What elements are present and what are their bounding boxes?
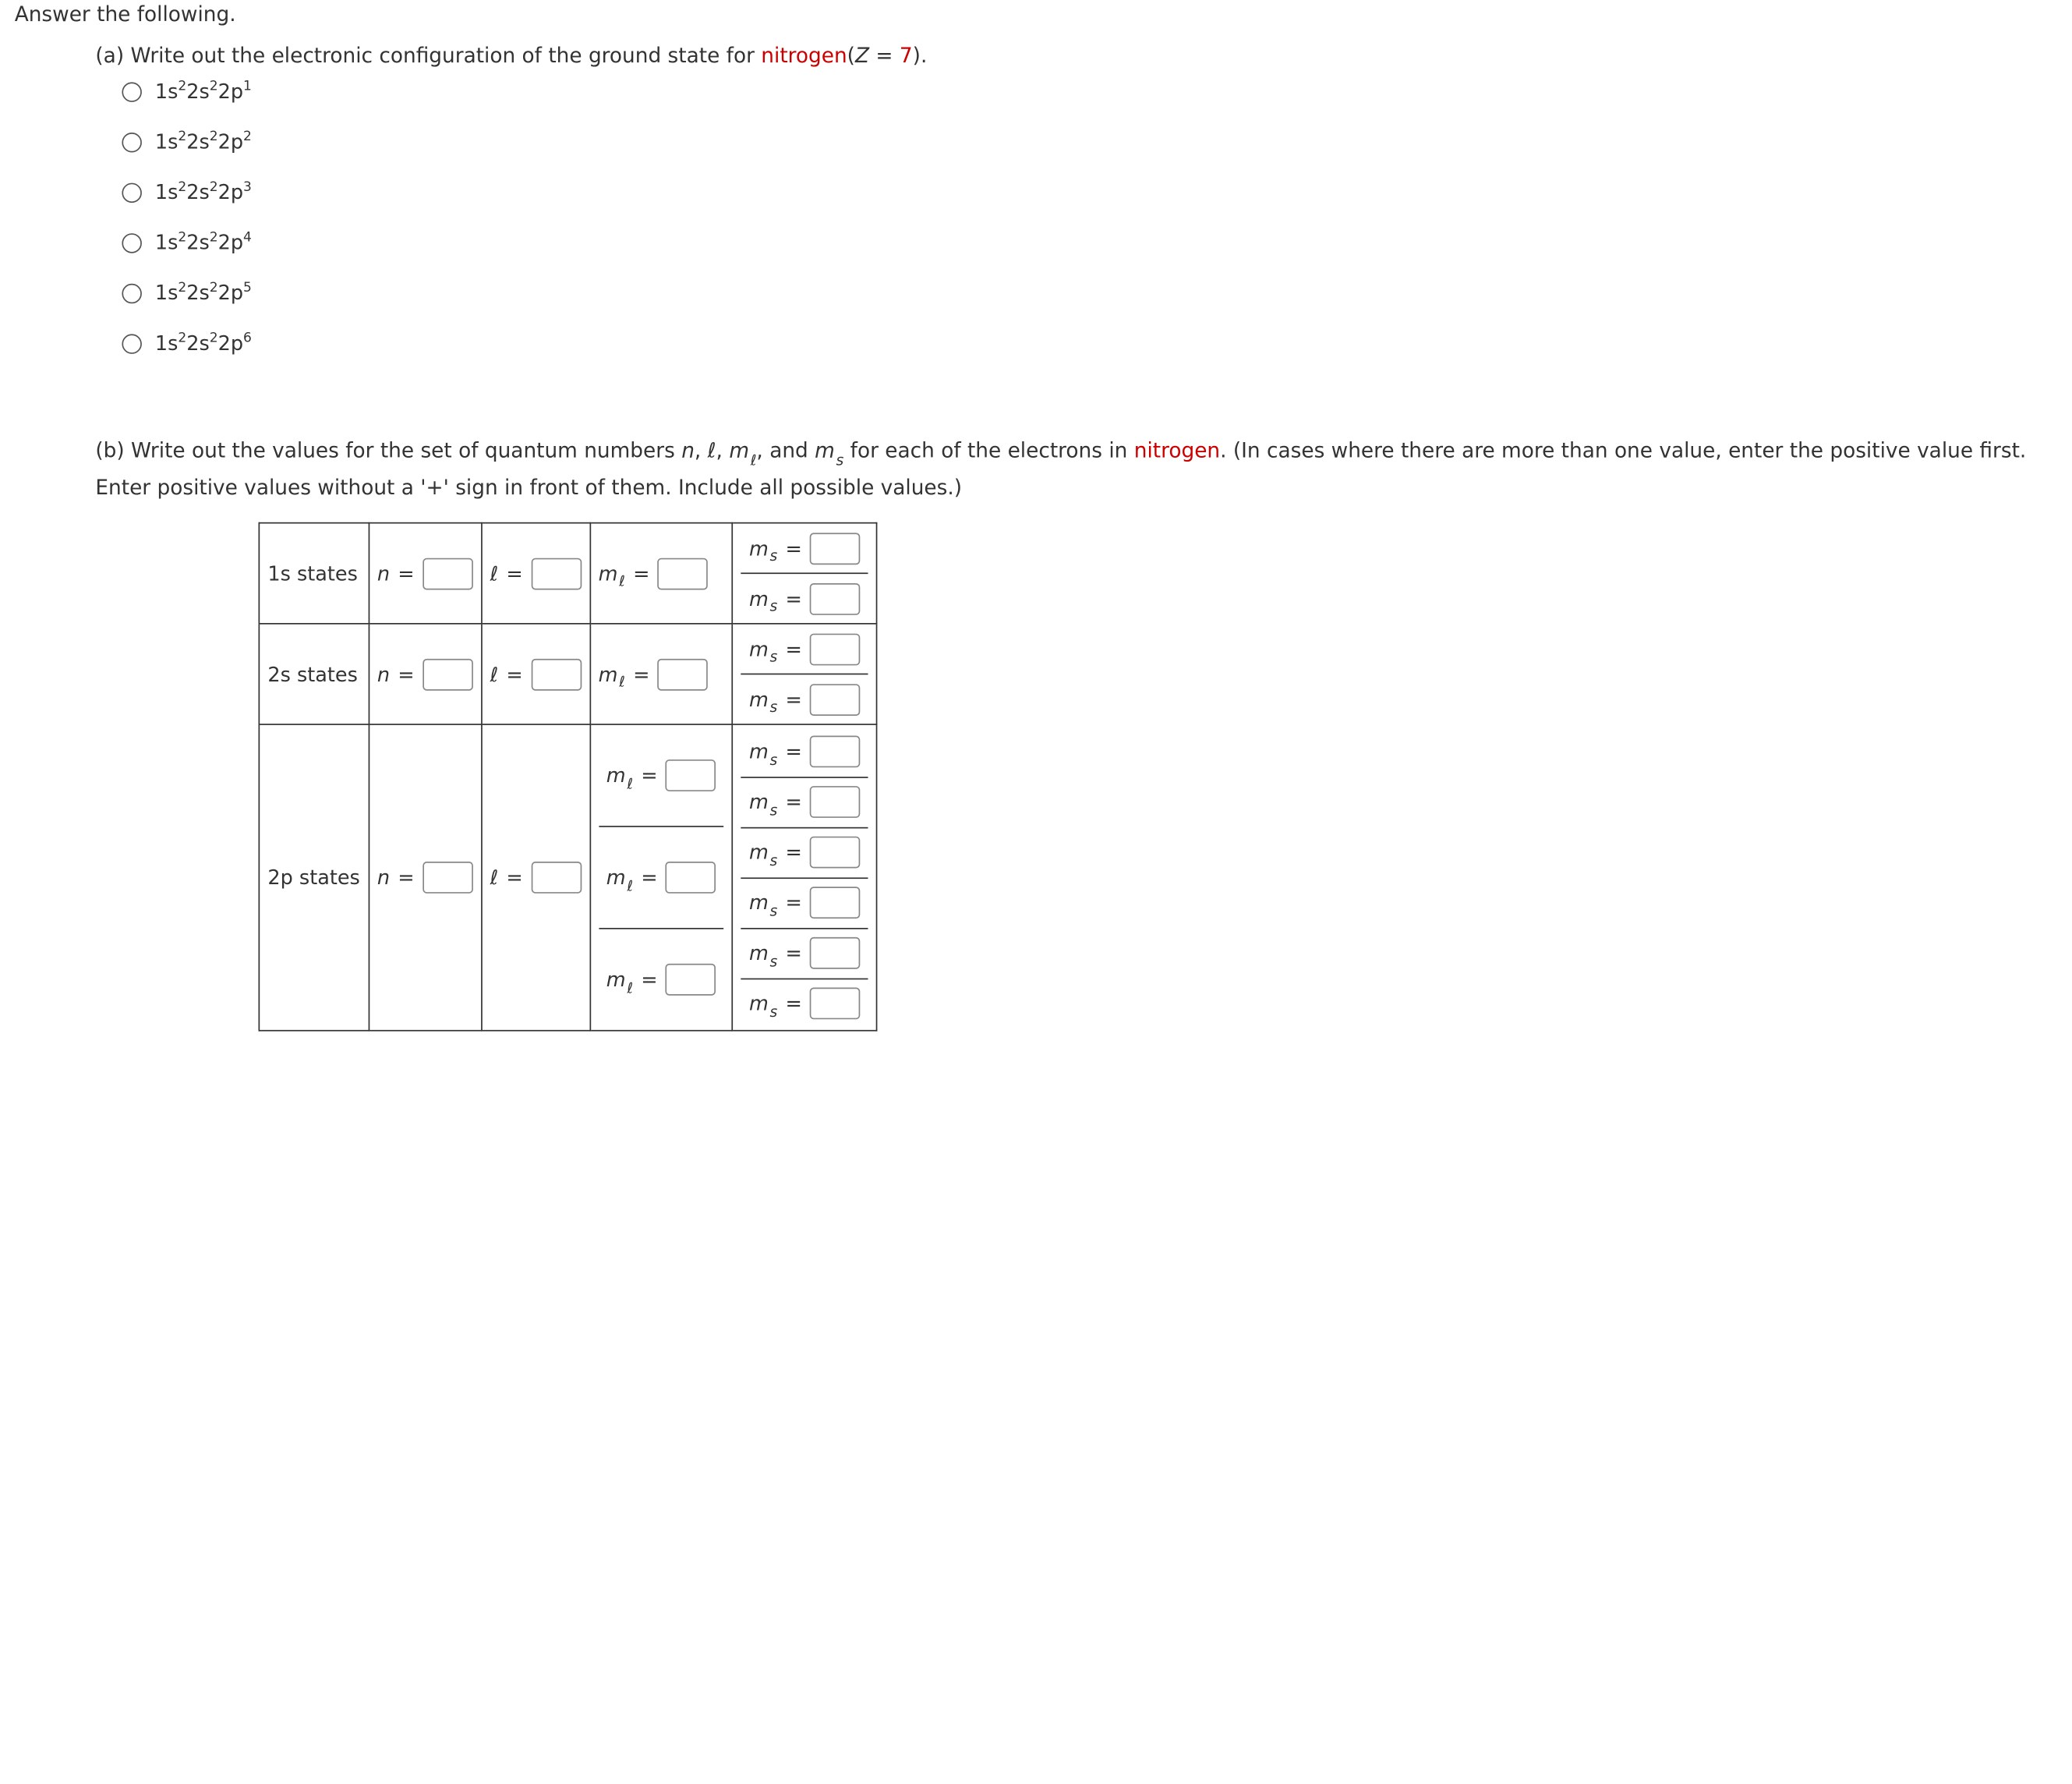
ms-input-2s-2[interactable]: [810, 683, 861, 715]
row-label-2p: 2p states: [259, 724, 369, 1031]
radio-button[interactable]: [122, 334, 142, 354]
radio-button[interactable]: [122, 232, 142, 253]
quantum-numbers-table: 1s states n = ℓ = m ℓ = m s = m s = 2s states n = ℓ = m ℓ = m s = m s = 2p states n = ℓ = m ℓ = m ℓ = m ℓ = m s = m s = m s = m s = m s = m s =: [259, 522, 878, 1032]
l-input-2s[interactable]: [531, 658, 582, 690]
config-option[interactable]: [122, 178, 251, 207]
n-input-2s[interactable]: [423, 658, 473, 690]
row-label-2s: 2s states: [259, 624, 369, 724]
ms-input-2s-1[interactable]: [810, 633, 861, 665]
part-b-question-line2: Enter positive values without a '+' sign in front of them. Include all possible values.): [95, 476, 963, 500]
n-input-2p[interactable]: [423, 862, 473, 894]
ml-input-2p-3[interactable]: [666, 964, 716, 996]
config-option[interactable]: [122, 77, 251, 106]
ms-input-1s-1[interactable]: [810, 533, 861, 565]
instruction: Answer the following.: [14, 2, 236, 27]
config-option[interactable]: [122, 278, 251, 307]
part-b-question-line1: (b) Write out the values for the set of quantum numbers n, ℓ, m $_\ell$, and m $_s$ for each of the electrons in nitrogen. (In cases where there are more than one value, enter the positive value first.: [95, 438, 2027, 469]
l-input-2p[interactable]: [531, 862, 582, 894]
part-a-question: (a) Write out the electronic configuration of the ground state for nitrogen(Z = 7).: [95, 44, 928, 68]
ml-input-2p-2[interactable]: [666, 862, 716, 894]
radio-button[interactable]: [122, 82, 142, 102]
config-option-label: $1s^22s^22p^3$: [154, 180, 252, 204]
ms-input-2p-2[interactable]: [810, 786, 861, 818]
ms-input-2p-5[interactable]: [810, 937, 861, 969]
row-label-1s: 1s states: [259, 523, 369, 624]
ms-input-2p-3[interactable]: [810, 837, 861, 869]
radio-button[interactable]: [122, 283, 142, 303]
config-option-label: $1s^22s^22p^2$: [154, 129, 252, 154]
radio-button[interactable]: [122, 182, 142, 203]
l-input-1s[interactable]: [531, 558, 582, 589]
n-input-1s[interactable]: [423, 558, 473, 589]
ms-input-2p-6[interactable]: [810, 988, 861, 1020]
ml-input-2s[interactable]: [658, 658, 709, 690]
config-option[interactable]: [122, 228, 251, 257]
element-name: nitrogen: [761, 44, 847, 68]
ml-input-1s[interactable]: [658, 558, 709, 589]
ml-input-2p-1[interactable]: [666, 759, 716, 791]
config-option[interactable]: [122, 127, 251, 156]
config-option-label: $1s^22s^22p^4$: [154, 230, 252, 255]
config-option-label: $1s^22s^22p^6$: [154, 331, 252, 356]
config-option[interactable]: [122, 329, 251, 358]
ms-input-2p-1[interactable]: [810, 736, 861, 768]
radio-button[interactable]: [122, 132, 142, 152]
config-option-label: $1s^22s^22p^5$: [154, 281, 252, 305]
ms-input-2p-4[interactable]: [810, 887, 861, 919]
z-value: 7: [899, 44, 913, 68]
config-option-label: $1s^22s^22p^1$: [154, 80, 252, 104]
ms-input-1s-2[interactable]: [810, 582, 861, 614]
